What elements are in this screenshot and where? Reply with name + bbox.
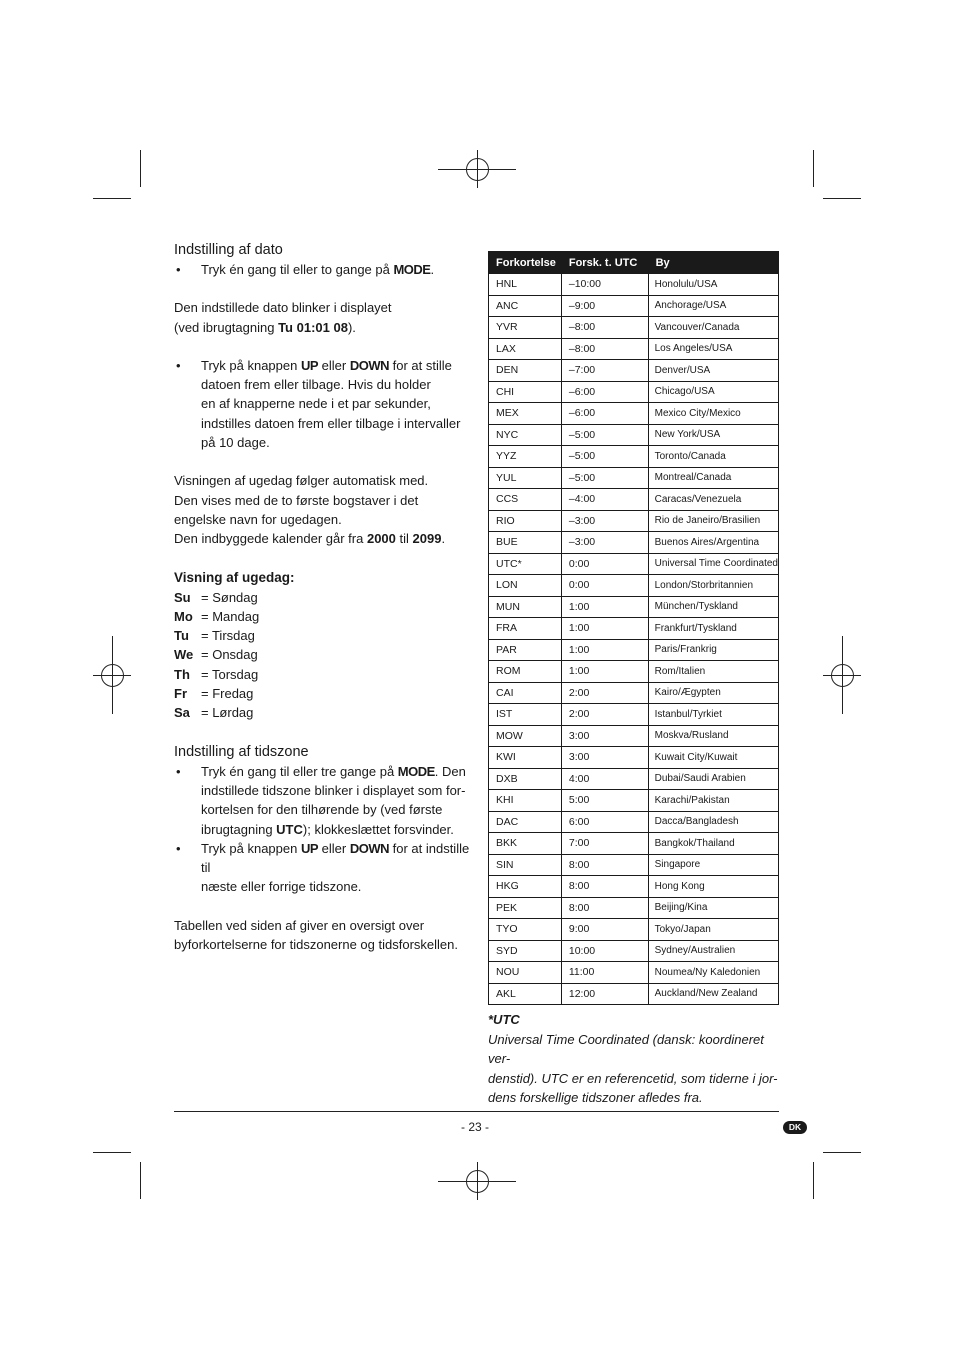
cell-utc-offset: 7:00 — [561, 833, 648, 855]
table-row — [489, 854, 779, 876]
table-row — [489, 467, 779, 489]
table-row — [489, 897, 779, 919]
cell-city: Los Angeles/USA — [648, 338, 778, 360]
cell-utc-offset: –3:00 — [561, 532, 648, 554]
timezone-table-body — [489, 274, 779, 1005]
footnote-line: denstid). UTC er en referencetid, som tiderne i jor- — [488, 1070, 778, 1086]
cell-abbreviation: DEN — [489, 360, 562, 382]
cell-utc-offset: –5:00 — [561, 467, 648, 489]
cell-city: Chicago/USA — [648, 381, 778, 403]
cell-utc-offset: 3:00 — [561, 747, 648, 769]
cell-abbreviation: DXB — [489, 768, 562, 790]
crop-mark — [93, 198, 131, 199]
cell-abbreviation: TYO — [489, 919, 562, 941]
cell-utc-offset: –4:00 — [561, 489, 648, 511]
column-header-abbreviation: Forkortelse — [489, 252, 562, 274]
table-row — [489, 532, 779, 554]
cell-city: Vancouver/Canada — [648, 317, 778, 339]
mode-key-label: MODE — [393, 262, 431, 277]
cell-city: Hong Kong — [648, 876, 778, 898]
timezone-instruction-mode: • Tryk én gang til eller tre gange på MODE. Den indstillede tidszone blinker i displayet som for- kortelsen for den tilhørende by (ved første ibrugtagning UTC); klokkeslættet forsvinder. — [174, 762, 474, 839]
table-intro-paragraph: Tabellen ved siden af giver en oversigt over byforkortelserne for tidszonerne og tidsforskellen. — [174, 917, 458, 953]
cell-abbreviation: RIO — [489, 510, 562, 532]
date-instruction-mode: • Tryk én gang til eller to gange på MODE. — [174, 260, 474, 279]
weekday-row: Su = Søndag — [174, 589, 258, 605]
crop-mark — [93, 1152, 131, 1153]
cell-abbreviation: KWI — [489, 747, 562, 769]
weekday-display-paragraph: Visningen af ugedag følger automatisk med. Den vises med de to første bogstaver i det engelske navn for ugedagen. Den indbyggede kalender går fra 2000 til 2099. — [174, 473, 446, 547]
cell-utc-offset: 1:00 — [561, 618, 648, 640]
section-heading-weekday: Visning af ugedag: — [174, 569, 295, 585]
table-row — [489, 639, 779, 661]
cell-abbreviation: LON — [489, 575, 562, 597]
weekday-row: Th = Torsdag — [174, 666, 259, 682]
weekday-row: Fr = Fredag — [174, 686, 254, 702]
cell-city: New York/USA — [648, 424, 778, 446]
cell-utc-offset: –8:00 — [561, 317, 648, 339]
cell-utc-offset: 0:00 — [561, 575, 648, 597]
cell-city: Kuwait City/Kuwait — [648, 747, 778, 769]
cell-city: Istanbul/Tyrkiet — [648, 704, 778, 726]
footnote-line: dens forskellige tidszoner afledes fra. — [488, 1090, 703, 1105]
column-header-utc-offset: Forsk. t. UTC — [561, 252, 648, 274]
crop-mark — [823, 1152, 861, 1153]
table-row — [489, 747, 779, 769]
cell-city: München/Tyskland — [648, 596, 778, 618]
cell-abbreviation: AKL — [489, 983, 562, 1005]
cell-city: Rio de Janeiro/Brasilien — [648, 510, 778, 532]
cell-abbreviation: PAR — [489, 639, 562, 661]
table-row — [489, 424, 779, 446]
footnote-line: Universal Time Coordinated (dansk: koordineret ver- — [488, 1031, 764, 1066]
table-row — [489, 725, 779, 747]
cell-abbreviation: YVR — [489, 317, 562, 339]
table-row — [489, 704, 779, 726]
cell-utc-offset: –7:00 — [561, 360, 648, 382]
cell-utc-offset: 1:00 — [561, 639, 648, 661]
cell-utc-offset: 2:00 — [561, 682, 648, 704]
table-row — [489, 317, 779, 339]
cell-utc-offset: 8:00 — [561, 876, 648, 898]
crop-mark — [140, 1162, 141, 1199]
table-row — [489, 940, 779, 962]
cell-utc-offset: 8:00 — [561, 854, 648, 876]
table-row — [489, 360, 779, 382]
table-row — [489, 338, 779, 360]
cell-abbreviation: UTC* — [489, 553, 562, 575]
timezone-table — [488, 251, 779, 1005]
cell-utc-offset: –6:00 — [561, 381, 648, 403]
cell-city: Auckland/New Zealand — [648, 983, 778, 1005]
cell-city: Tokyo/Japan — [648, 919, 778, 941]
table-row — [489, 682, 779, 704]
table-row — [489, 768, 779, 790]
left-column — [174, 240, 474, 954]
cell-utc-offset: 0:00 — [561, 553, 648, 575]
table-row — [489, 274, 779, 296]
cell-abbreviation: ROM — [489, 661, 562, 683]
table-header-row — [489, 252, 779, 274]
cell-utc-offset: 2:00 — [561, 704, 648, 726]
cell-city: Moskva/Rusland — [648, 725, 778, 747]
cell-utc-offset: –8:00 — [561, 338, 648, 360]
cell-city: Sydney/Australien — [648, 940, 778, 962]
cell-city: Dubai/Saudi Arabien — [648, 768, 778, 790]
footnote-title: *UTC — [488, 1012, 520, 1027]
weekday-row: Mo = Mandag — [174, 608, 260, 624]
table-row — [489, 381, 779, 403]
cell-city: Honolulu/USA — [648, 274, 778, 296]
cell-city: Buenos Aires/Argentina — [648, 532, 778, 554]
table-row — [489, 489, 779, 511]
cell-abbreviation: SIN — [489, 854, 562, 876]
cell-city: Mexico City/Mexico — [648, 403, 778, 425]
cell-abbreviation: BUE — [489, 532, 562, 554]
cell-abbreviation: YYZ — [489, 446, 562, 468]
table-row — [489, 811, 779, 833]
cell-city: Singapore — [648, 854, 778, 876]
cell-utc-offset: 1:00 — [561, 596, 648, 618]
cell-abbreviation: PEK — [489, 897, 562, 919]
cell-city: Rom/Italien — [648, 661, 778, 683]
crop-mark — [813, 1162, 814, 1199]
cell-city: Anchorage/USA — [648, 295, 778, 317]
date-blink-paragraph: Den indstillede dato blinker i displayet (ved ibrugtagning Tu 01:01 08). — [174, 300, 392, 335]
cell-utc-offset: 1:00 — [561, 661, 648, 683]
table-row — [489, 596, 779, 618]
cell-abbreviation: MEX — [489, 403, 562, 425]
cell-abbreviation: CHI — [489, 381, 562, 403]
cell-abbreviation: SYD — [489, 940, 562, 962]
cell-utc-offset: 3:00 — [561, 725, 648, 747]
cell-city: Denver/USA — [648, 360, 778, 382]
table-row — [489, 510, 779, 532]
cell-utc-offset: –10:00 — [561, 274, 648, 296]
table-row — [489, 446, 779, 468]
cell-abbreviation: IST — [489, 704, 562, 726]
cell-abbreviation: MUN — [489, 596, 562, 618]
table-row — [489, 295, 779, 317]
table-row — [489, 403, 779, 425]
cell-utc-offset: –5:00 — [561, 424, 648, 446]
cell-abbreviation: FRA — [489, 618, 562, 640]
table-row — [489, 919, 779, 941]
table-row — [489, 661, 779, 683]
cell-utc-offset: 5:00 — [561, 790, 648, 812]
weekday-row: We = Onsdag — [174, 647, 258, 663]
utc-footnote — [488, 1010, 788, 1108]
cell-abbreviation: CCS — [489, 489, 562, 511]
cell-abbreviation: MOW — [489, 725, 562, 747]
cell-city: Beijing/Kina — [648, 897, 778, 919]
cell-city: Bangkok/Thailand — [648, 833, 778, 855]
cell-abbreviation: HKG — [489, 876, 562, 898]
cell-abbreviation: BKK — [489, 833, 562, 855]
cell-city: Noumea/Ny Kaledonien — [648, 962, 778, 984]
cell-utc-offset: –3:00 — [561, 510, 648, 532]
country-badge: DK — [783, 1121, 807, 1134]
cell-abbreviation: ANC — [489, 295, 562, 317]
cell-utc-offset: –5:00 — [561, 446, 648, 468]
cell-abbreviation: CAI — [489, 682, 562, 704]
cell-abbreviation: YUL — [489, 467, 562, 489]
section-heading-date: Indstilling af dato — [174, 242, 283, 258]
cell-abbreviation: LAX — [489, 338, 562, 360]
timezone-instruction-updown: • Tryk på knappen UP eller DOWN for at indstille til næste eller forrige tidszone. — [174, 839, 474, 897]
column-header-city: By — [648, 252, 778, 274]
cell-city: Dacca/Bangladesh — [648, 811, 778, 833]
cell-utc-offset: 6:00 — [561, 811, 648, 833]
crop-mark — [813, 150, 814, 187]
cell-city: Karachi/Pakistan — [648, 790, 778, 812]
cell-city: Frankfurt/Tyskland — [648, 618, 778, 640]
weekday-row: Tu = Tirsdag — [174, 628, 255, 644]
cell-utc-offset: 11:00 — [561, 962, 648, 984]
table-row — [489, 575, 779, 597]
table-row — [489, 962, 779, 984]
cell-utc-offset: 10:00 — [561, 940, 648, 962]
cell-utc-offset: 8:00 — [561, 897, 648, 919]
cell-utc-offset: –6:00 — [561, 403, 648, 425]
section-heading-timezone: Indstilling af tidszone — [174, 743, 309, 760]
weekday-row: Sa = Lørdag — [174, 705, 254, 721]
table-row — [489, 833, 779, 855]
date-instruction-updown: • Tryk på knappen UP eller DOWN for at stille datoen frem eller tilbage. Hvis du holder en af knapperne nede i et par sekunder, indstilles datoen frem eller tilbage i intervaller på 10 dage. — [174, 356, 474, 452]
crop-mark — [140, 150, 141, 187]
cell-utc-offset: 12:00 — [561, 983, 648, 1005]
cell-city: London/Storbritannien — [648, 575, 778, 597]
table-row — [489, 876, 779, 898]
footer-rule — [174, 1111, 779, 1112]
cell-city: Paris/Frankrig — [648, 639, 778, 661]
cell-city: Universal Time Coordinated — [648, 553, 778, 575]
weekday-list — [174, 588, 474, 723]
cell-utc-offset: 4:00 — [561, 768, 648, 790]
cell-city: Montreal/Canada — [648, 467, 778, 489]
cell-abbreviation: NOU — [489, 962, 562, 984]
table-row — [489, 553, 779, 575]
cell-city: Toronto/Canada — [648, 446, 778, 468]
cell-abbreviation: NYC — [489, 424, 562, 446]
page-number: - 23 - — [460, 1120, 489, 1134]
table-row — [489, 983, 779, 1005]
cell-city: Kairo/Ægypten — [648, 682, 778, 704]
cell-city: Caracas/Venezuela — [648, 489, 778, 511]
cell-abbreviation: HNL — [489, 274, 562, 296]
cell-utc-offset: –9:00 — [561, 295, 648, 317]
cell-abbreviation: DAC — [489, 811, 562, 833]
cell-abbreviation: KHI — [489, 790, 562, 812]
table-row — [489, 790, 779, 812]
crop-mark — [823, 198, 861, 199]
table-row — [489, 618, 779, 640]
cell-utc-offset: 9:00 — [561, 919, 648, 941]
